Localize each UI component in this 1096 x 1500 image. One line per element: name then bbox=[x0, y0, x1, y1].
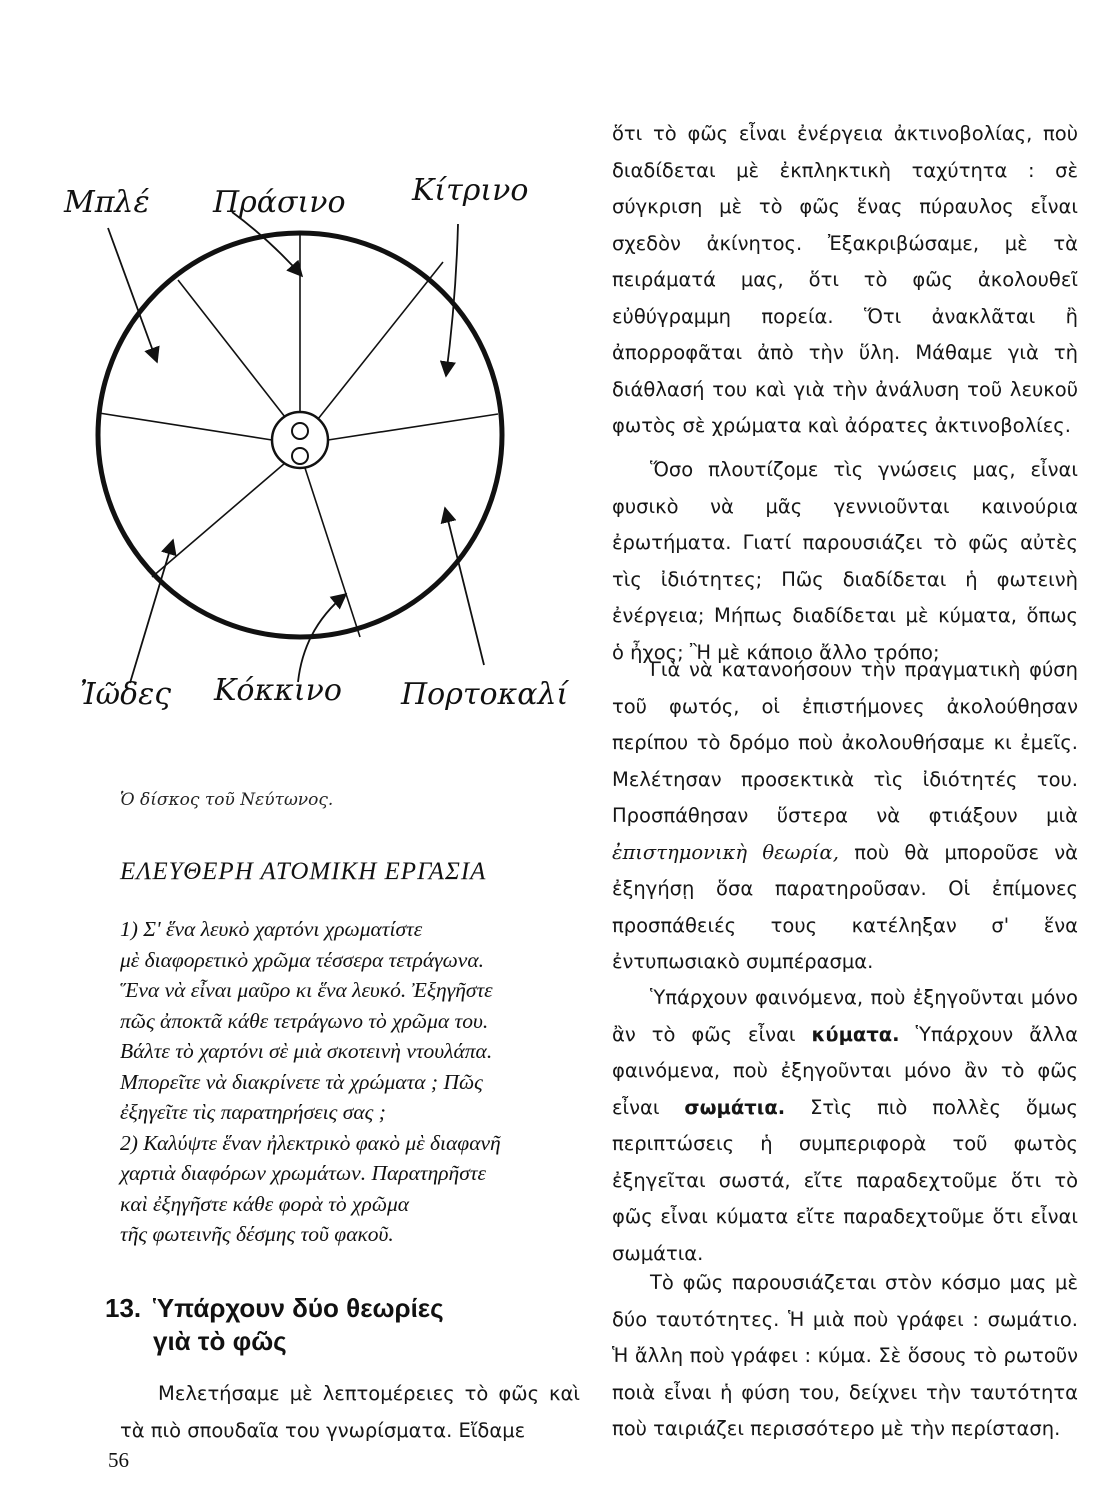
arrow-green bbox=[232, 212, 302, 276]
label-blue: Μπλέ bbox=[64, 185, 150, 220]
left-column-text bbox=[120, 1376, 580, 1449]
emphasis-scientific-theory: ἐπιστημονικὴ θεωρία, bbox=[612, 840, 839, 864]
hub-hole-bottom bbox=[292, 448, 308, 464]
paragraph: Μελετήσαμε μὲ λεπτομέρειες τὸ φῶς καὶ τὰ πιὸ σπουδαῖα του γνωρίσματα. Εἴδαμε bbox=[120, 1382, 580, 1442]
right-paragraph-3 bbox=[612, 652, 1078, 981]
text-run: Γιὰ νὰ κατανοήσουν τὴν πραγματικὴ φύση τοῦ φωτός, οἱ ἐπιστήμονες ἀκολούθησαν περίπου τὸ δρόμο ποὺ ἀκολουθήσαμε κι ἐμεῖς. Μελέτησαν προσεκτικὰ τὶς ἰδιότητές του. Προσπάθησαν ὕστερα νὰ φτιάξουν μιὰ bbox=[612, 658, 1078, 827]
bold-particles: σωμάτια. bbox=[684, 1095, 786, 1119]
page-number: 56 bbox=[108, 1448, 129, 1472]
exercise-line: 1) Σ' ἕνα λευκὸ χαρτόνι χρωματίστε bbox=[120, 917, 423, 941]
paragraph: ὅτι τὸ φῶς εἶναι ἐνέργεια ἀκτινοβολίας, ποὺ διαδίδεται μὲ ἐκπληκτικὴ ταχύτητα : σὲ σύγκριση μὲ τὸ φῶς ἕνας πύραυλος εἶναι σχεδὸν ἀκίνητος. Ἐξακριβώσαμε, μὲ τὰ πειράματά μας, ὅτι τὸ φῶς ἀκολουθεῖ εὐθύγραμμη πορεία. Ὅτι ἀνακλᾶται ἢ ἀπορροφᾶται ἀπὸ τὴν ὕλη. Μάθαμε γιὰ τὴ διάθλασή του καὶ γιὰ τὴν ἀνάλυση τοῦ λευκοῦ φωτὸς σὲ χρώματα καὶ ἀόρατες ἀκτινοβολίες. bbox=[612, 122, 1078, 437]
exercise-line: Βάλτε τὸ χαρτόνι σὲ μιὰ σκοτεινὴ ντουλάπα. bbox=[120, 1039, 493, 1063]
exercise-line: τῆς φωτεινῆς δέσμης τοῦ φακοῦ. bbox=[120, 1222, 394, 1246]
newton-disk-figure bbox=[0, 0, 600, 760]
right-paragraph-4 bbox=[612, 980, 1078, 1272]
text-run: ποὺ θὰ μποροῦσε νὰ ἐξηγήσῃ ὅσα παρατηροῦσαν. Οἱ ἐπίμονες προσπάθειές τους κατέληξαν σ' ἕνα ἐντυπωσιακὸ συμπέρασμα. bbox=[612, 840, 1079, 973]
exercise-title: ΕΛΕΥΘΕΡΗ ΑΤΟΜΙΚΗ ΕΡΓΑΣΙΑ bbox=[120, 858, 487, 885]
text-run: Ὑπάρχουν ἄλλα φαινόμενα, ποὺ ἐξηγοῦνται μόνο ἂν τὸ φῶς εἶναι bbox=[612, 1022, 1078, 1119]
exercise-line: πῶς ἀποκτᾶ κάθε τετράγωνο τὸ χρῶμα του. bbox=[120, 1008, 489, 1033]
right-paragraph-5 bbox=[612, 1265, 1078, 1448]
label-violet: Ἰῶδες bbox=[80, 677, 172, 712]
bold-waves: κύματα. bbox=[811, 1022, 900, 1046]
exercise-line: Ἕνα νὰ εἶναι μαῦρο κι ἕνα λευκό. Ἐξηγῆστε bbox=[120, 978, 493, 1002]
exercise-line: Μπορεῖτε νὰ διακρίνετε τὰ χρώματα ; Πῶς bbox=[120, 1069, 483, 1094]
section-title-line1: Ὑπάρχουν δύο θεωρίες bbox=[153, 1293, 444, 1323]
exercise-body bbox=[120, 914, 590, 1250]
paragraph bbox=[612, 980, 1078, 1272]
label-yellow: Κίτρινο bbox=[412, 173, 529, 208]
right-paragraph-1 bbox=[612, 116, 1078, 445]
arrow-violet bbox=[130, 540, 173, 683]
paragraph bbox=[612, 652, 1078, 981]
exercise-line: καὶ ἐξηγῆστε κάθε φορὰ τὸ χρῶμα bbox=[120, 1191, 410, 1216]
exercise-line: ἐξηγεῖτε τὶς παρατηρήσεις σας ; bbox=[120, 1100, 386, 1124]
section-number: 13. bbox=[105, 1293, 142, 1323]
label-green: Πράσινο bbox=[213, 185, 346, 220]
text-run: Ὑπάρχουν φαινόμενα, ποὺ ἐξηγοῦνται μόνο ἂν τὸ φῶς εἶναι bbox=[612, 986, 1078, 1046]
label-orange: Πορτοκαλί bbox=[401, 677, 569, 712]
paragraph: Ὅσο πλουτίζομε τὶς γνώσεις μας, εἶναι φυσικὸ νὰ μᾶς γεννιοῦνται καινούρια ἐρωτήματα. Γιατί παρουσιάζει τὸ φῶς αὐτὲς τὶς ἰδιότητες; Πῶς διαδίδεται ἡ φωτεινὴ ἐνέργεια; Μήπως διαδίδεται μὲ κύματα, ὅπως ὁ ἦχος; Ἢ μὲ κάποιο ἄλλο τρόπο; bbox=[612, 458, 1078, 664]
section-heading bbox=[105, 1292, 585, 1358]
exercise-line: μὲ διαφορετικὸ χρῶμα τέσσερα τετράγωνα. bbox=[120, 947, 484, 972]
label-red: Κόκκινο bbox=[214, 673, 342, 708]
hub-hole-top bbox=[292, 423, 308, 439]
arrow-blue bbox=[108, 228, 157, 362]
right-paragraph-2 bbox=[612, 452, 1078, 671]
exercise-line: 2) Καλύψτε ἕναν ἠλεκτρικὸ φακὸ μὲ διαφανῆ bbox=[120, 1130, 501, 1155]
figure-caption: Ὁ δίσκος τοῦ Νεύτωνος. bbox=[120, 790, 334, 810]
section-title-line2: γιὰ τὸ φῶς bbox=[153, 1326, 287, 1356]
exercise-line: χαρτιὰ διαφόρων χρωμάτων. Παρατηρῆστε bbox=[120, 1161, 486, 1185]
paragraph: Τὸ φῶς παρουσιάζεται στὸν κόσμο μας μὲ δύο ταυτότητες. Ἡ μιὰ ποὺ γράφει : σωμάτιο. Ἡ ἄλλη ποὺ γράφει : κύμα. Σὲ ὅσους τὸ ρωτοῦν ποιὰ εἶναι ἡ φύση του, δείχνει τὴν ταυτότητα ποὺ ταιριάζει περισσότερο μὲ τὴν περίσταση. bbox=[612, 1271, 1078, 1440]
text-run: Στὶς πιὸ πολλὲς ὅμως περιπτώσεις ἡ συμπεριφορὰ τοῦ φωτὸς ἐξηγεῖται σωστά, εἴτε παραδεχτοῦμε ὅτι τὸ φῶς εἶναι κύματα εἴτε παραδεχτοῦμε ὅτι εἶναι σωμάτια. bbox=[612, 1095, 1079, 1265]
